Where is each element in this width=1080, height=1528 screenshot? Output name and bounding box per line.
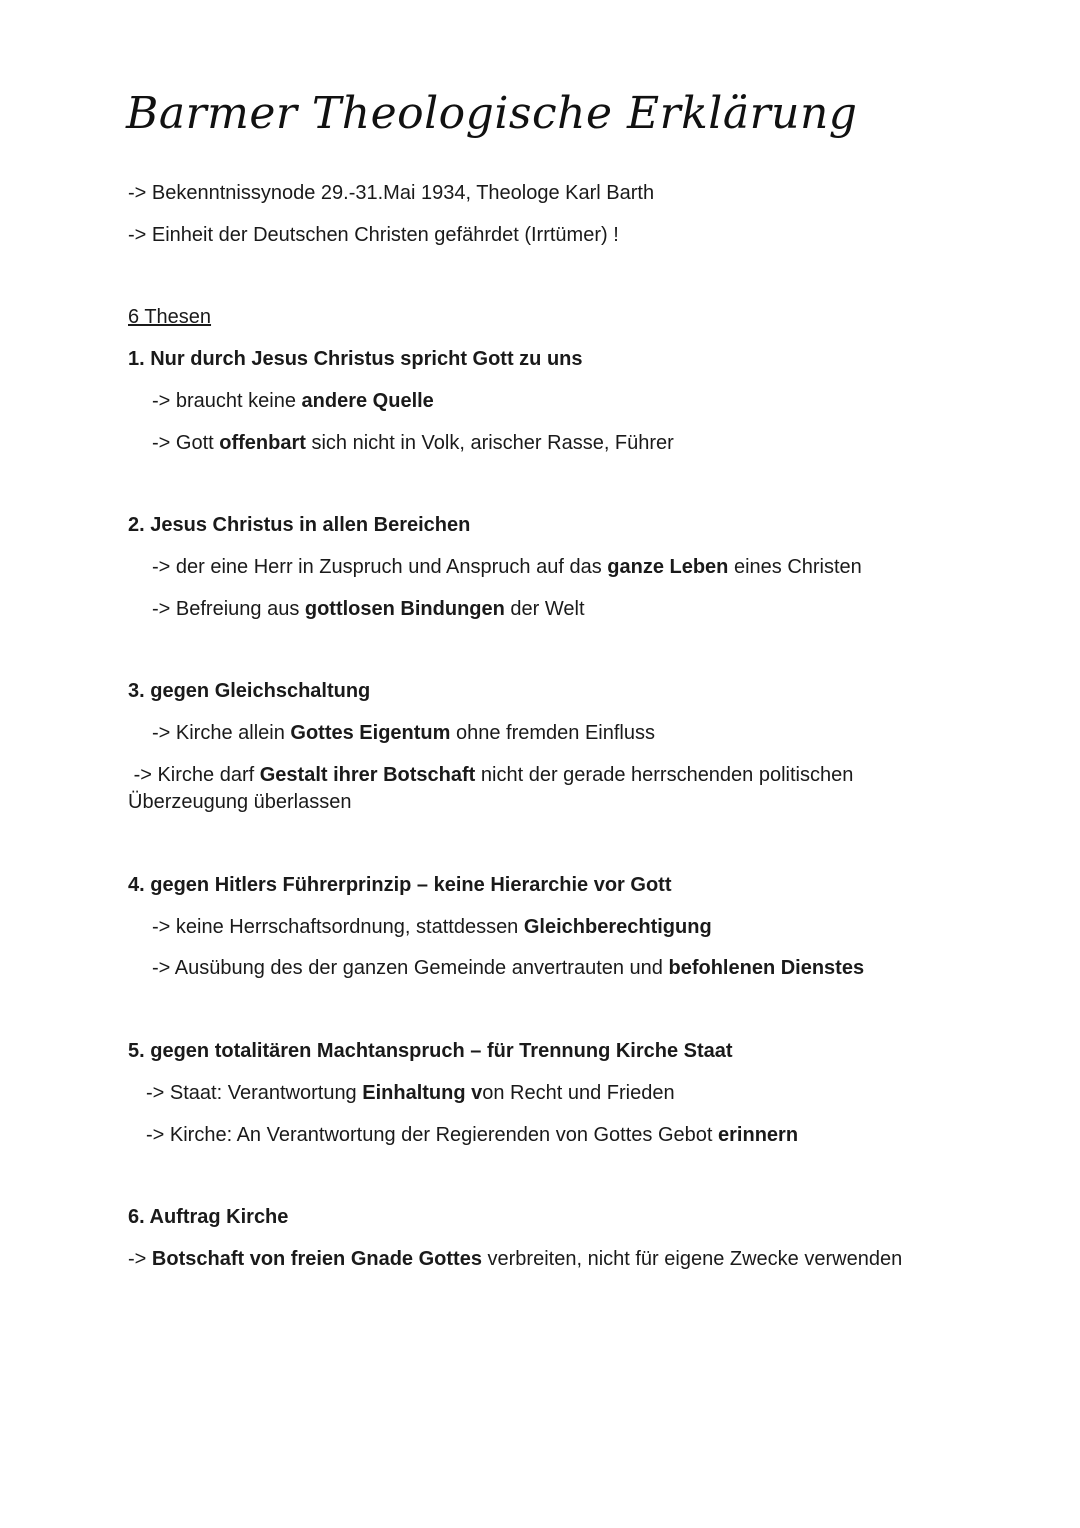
thesis-1-point-2: -> Gott offenbart sich nicht in Volk, arischer Rasse, Führer [152, 432, 674, 454]
intro-line-2: -> Einheit der Deutschen Christen gefährdet (Irrtümer) ! [128, 224, 619, 246]
thesis-1-point-1: -> braucht keine andere Quelle [152, 390, 434, 412]
section-label: 6 Thesen [128, 306, 212, 328]
thesis-5-point-2: -> Kirche: An Verantwortung der Regierenden von Gottes Gebot erinnern [146, 1124, 799, 1146]
thesis-4-point-1: -> keine Herrschaftsordnung, stattdessen Gleichberechtigung [152, 916, 712, 938]
thesis-3-point-1: -> Kirche allein Gottes Eigentum ohne fremden Einfluss [152, 722, 655, 744]
thesis-5-heading: 5. gegen totalitären Machtanspruch – für Trennung Kirche Staat [128, 1040, 733, 1062]
thesis-6-heading: 6. Auftrag Kirche [128, 1206, 289, 1228]
intro-line-1: -> Bekenntnissynode 29.-31.Mai 1934, Theologe Karl Barth [128, 182, 655, 204]
thesis-6-point-1: -> Botschaft von freien Gnade Gottes verbreiten, nicht für eigene Zwecke verwenden [128, 1248, 903, 1270]
thesis-2-point-1: -> der eine Herr in Zuspruch und Anspruch auf das ganze Leben eines Christen [152, 556, 862, 578]
thesis-2-point-2: -> Befreiung aus gottlosen Bindungen der Welt [152, 598, 585, 620]
thesis-1-heading: 1. Nur durch Jesus Christus spricht Gott zu uns [128, 348, 583, 370]
thesis-3-heading: 3. gegen Gleichschaltung [128, 680, 371, 702]
thesis-4-point-2: -> Ausübung des der ganzen Gemeinde anvertrauten und befohlenen Dienstes [152, 957, 865, 979]
thesis-2-heading: 2. Jesus Christus in allen Bereichen [128, 514, 471, 536]
thesis-5-point-1: -> Staat: Verantwortung Einhaltung von Recht und Frieden [146, 1082, 675, 1104]
thesis-4-heading: 4. gegen Hitlers Führerprinzip – keine Hierarchie vor Gott [128, 874, 672, 896]
document-title: Barmer Theologische Erklärung [126, 88, 858, 139]
thesis-3-point-2: -> Kirche darf Gestalt ihrer Botschaft nicht der gerade herrschenden politischen Überzeugung überlassen [128, 764, 854, 813]
